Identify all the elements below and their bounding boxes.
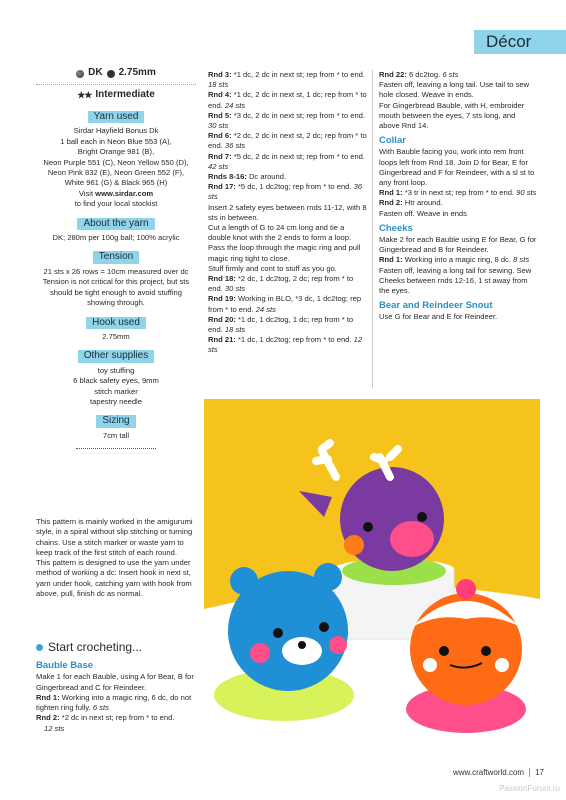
instructions-column-right: [379, 70, 537, 323]
stitch-count: 6 sts: [92, 703, 109, 713]
round-text: 6 dc2tog.: [406, 70, 443, 79]
round-label: Rnd 3:: [208, 70, 232, 79]
round-label: Rnd 22:: [379, 70, 407, 79]
hook-size: 2.75mm: [118, 67, 156, 79]
stitch-count: 42 sts: [208, 161, 229, 171]
yarn-hook-row: [36, 66, 196, 85]
instruction-line: [379, 198, 537, 208]
round-label: Rnd 20:: [208, 314, 236, 324]
stitch-count: 18 sts: [208, 80, 229, 90]
round-text: Fasten off, leaving a long tail for sewing. Sew Cheeks between rnds 12-16, 1 st away from the eyes.: [379, 265, 532, 296]
about-yarn-text: DK; 280m per 100g ball; 100% acrylic: [52, 233, 180, 243]
eye: [319, 622, 329, 632]
tension-text: 21 sts x 26 rows = 10cm measured over dc Tension is not critical for this project, but sts should be tight enough to avoid stuffing showing through.: [42, 266, 190, 308]
supply-item: 6 black safety eyes, 9mm: [73, 376, 159, 386]
round-label: Rnd 1:: [379, 255, 403, 265]
stitch-count: 90 sts: [516, 188, 537, 198]
footer-url[interactable]: www.craftworld.com: [452, 768, 525, 777]
purple-body: [340, 467, 444, 571]
instruction-line: [379, 209, 537, 219]
instruction-line: [379, 235, 537, 255]
amigurumi-baubles-illustration: [204, 399, 540, 745]
round-text: *5 dc, 1 dc2tog; rep from * to end.: [235, 182, 354, 192]
instruction-line: [36, 693, 204, 714]
round-text: *5 dc, 2 dc in next st; rep from * to end.: [231, 151, 366, 161]
yarn-line: 1 ball each in Neon Blue 553 (A),: [60, 136, 172, 146]
round-text: Insert 2 safety eyes between rnds 11-12, with 8 sts in between.: [208, 202, 367, 222]
round-text: Htr around.: [402, 198, 443, 208]
instruction-line: [208, 294, 368, 314]
supply-item: tapestry needle: [90, 396, 142, 406]
stitch-count: 6 sts: [442, 70, 459, 79]
round-label: Rnd 1:: [379, 188, 403, 198]
instruction-line: [379, 188, 537, 198]
cheek: [250, 643, 270, 663]
instruction-line: [379, 147, 537, 188]
instruction-line: [208, 152, 368, 172]
crochet-hook-icon: [107, 70, 115, 78]
page-footer: [453, 768, 544, 777]
instruction-line: [36, 713, 204, 723]
stitch-count: 12 sts: [208, 335, 363, 355]
intro-text: [36, 517, 196, 599]
instruction-line: [379, 101, 537, 132]
bauble-base-section: [36, 661, 204, 734]
eye: [481, 646, 491, 656]
footer-separator: [529, 768, 530, 777]
about-yarn-heading: About the yarn: [77, 218, 154, 230]
round-text: *1 dc, 2 dc in next st; rep from * to end.: [231, 70, 366, 79]
other-supplies-heading: Other supplies: [78, 350, 154, 362]
instruction-line: [208, 131, 368, 151]
stitch-count: 18 sts: [224, 325, 246, 335]
instruction-line: [379, 266, 537, 297]
eye: [273, 628, 283, 638]
round-text: *3 dc, 2 dc in next st; rep from * to end.: [231, 110, 366, 120]
round-label: Rnd 19:: [208, 294, 236, 304]
bullet-dot-icon: [36, 644, 43, 651]
snout: [390, 521, 434, 557]
snout-heading: Bear and Reindeer Snout: [379, 300, 493, 312]
round-text: *3 tr in next st; rep from * to end.: [402, 188, 517, 198]
hook-used-heading: Hook used: [86, 317, 146, 329]
round-label: Rnd 4:: [208, 90, 232, 100]
tension-heading: Tension: [93, 251, 139, 263]
round-label: Rnd 18:: [208, 274, 236, 284]
eye: [417, 512, 427, 522]
round-label: Rnds 8-16:: [208, 172, 247, 182]
round-label: Rnd 21:: [208, 335, 236, 345]
nose: [298, 641, 306, 649]
yarn-used-list: [36, 126, 196, 209]
sizing-text: 7cm tall: [102, 430, 130, 440]
stitch-count: 30 sts: [224, 284, 246, 294]
round-text: *1 dc, 2 dc in next st, 1 dc; rep from * to end.: [208, 90, 367, 110]
stitch-count: 24 sts: [255, 304, 276, 314]
dotted-divider: [76, 448, 156, 449]
instruction-line: [208, 70, 368, 90]
round-label: Rnd 7:: [208, 151, 232, 161]
bear-bauble: [214, 563, 354, 721]
finishing-lines: [379, 70, 537, 131]
instruction-line: [379, 80, 537, 100]
yarn-line: Neon Pink 832 (E), Neon Green 552 (F),: [47, 168, 185, 178]
round-text: Working into a magic ring, 8 dc.: [402, 255, 514, 265]
start-crocheting-heading: [36, 640, 142, 654]
section-tab: Décor: [474, 30, 566, 54]
cherry: [456, 579, 476, 599]
difficulty-level: Intermediate: [95, 89, 155, 101]
round-text: *2 dc in next st; rep from * to end.: [59, 713, 175, 723]
round-text: With Bauble facing you, work into rem front loops left from Rnd 18. Join D for Bear, E for Gingerbread and F for Reindeer, with a sl st to any front loop.: [379, 147, 535, 188]
instructions-column-middle: [208, 70, 368, 356]
bear-ear: [230, 567, 258, 595]
supply-item: stitch marker: [94, 386, 138, 396]
difficulty-stars: ★★: [77, 90, 92, 101]
round-label: Rnd 17:: [208, 182, 236, 192]
round-text: *1 dc, 1 dc2tog; rep from * to end.: [235, 335, 354, 345]
yarn-line: Bright Orange 981 (B),: [77, 147, 155, 157]
snout-text: Use G for Bear and E for Reindeer.: [379, 312, 498, 322]
cheek: [495, 658, 509, 672]
bauble-photo: [204, 399, 540, 745]
round-text: Working in BLO, *3 dc, 1 dc2tog; rep from * to end.: [208, 294, 362, 314]
instruction-line: [208, 264, 368, 274]
round-label: Rnd 2:: [379, 198, 403, 208]
instruction-line: [208, 335, 368, 355]
yarn-weight: DK: [88, 67, 103, 79]
hook-used-text: 2.75mm: [102, 331, 130, 341]
eye: [363, 522, 373, 532]
bear-ear: [314, 563, 342, 591]
instruction-line: [208, 274, 368, 294]
stitch-count: 24 sts: [224, 100, 246, 110]
instruction-line: [208, 223, 368, 264]
difficulty-row: [36, 88, 196, 103]
round-text: Working into a magic ring, 6 dc, do not tighten ring fully.: [36, 692, 192, 713]
bauble-base-heading: Bauble Base: [36, 660, 94, 671]
round-label: Rnd 5:: [208, 110, 232, 120]
instruction-line: [208, 111, 368, 131]
cheek: [329, 636, 347, 654]
visit-prefix: Visit: [78, 188, 96, 198]
stitch-count: 12 sts: [44, 723, 65, 733]
instruction-line: [379, 70, 537, 80]
page-number: 17: [535, 768, 544, 777]
start-heading-text: Start crocheting...: [48, 640, 143, 654]
watermark: PassionForum.ru: [499, 784, 560, 793]
intro-paragraph: This pattern is designed to use the yarn under method of working a dc: Insert hook in next st, yarn under hook, catching yarn with hook from above, pull, finish dc as normal.: [36, 558, 192, 599]
stitch-count: 30 sts: [208, 121, 229, 131]
round-text: Cut a length of G to 24 cm long and tie a double knot with the 2 ends to form a loop. Pass the loop through the magic ring and pull magic ring tight to close.: [208, 223, 361, 263]
supply-item: toy stuffing: [97, 365, 135, 375]
instruction-line: [208, 90, 368, 110]
round-label: Rnd 1:: [36, 692, 60, 702]
round-text: Fasten off. Weave in ends: [379, 208, 467, 218]
round-text: Fasten off, leaving a long tail. Use tail to sew hole closed. Weave in ends.: [379, 80, 530, 100]
collar-lines: [379, 147, 537, 218]
stitch-count: 36 sts: [208, 182, 363, 202]
sirdar-link[interactable]: www.sirdar.com: [95, 188, 154, 198]
cheeks-heading: Cheeks: [379, 222, 413, 234]
instruction-line: [379, 255, 537, 265]
round-label: Rnd 2:: [36, 713, 60, 723]
round-text: Make 2 for each Bauble using E for Bear, G for Gingerbread and B for Reindeer.: [379, 235, 537, 255]
bauble-base-text: Make 1 for each Bauble, using A for Bear, B for Gingerbread and C for Reindeer.: [36, 672, 194, 692]
collar-heading: Collar: [379, 135, 406, 147]
stockist-line: to find your local stockist: [74, 199, 158, 209]
cheek: [423, 658, 437, 672]
stitch-count: 8 sts: [513, 255, 530, 265]
column-divider: [372, 70, 373, 388]
eye: [439, 646, 449, 656]
instruction-line: [208, 182, 368, 202]
round-text: *2 dc, 2 dc in next st, 2 dc; rep from * to end.: [208, 131, 367, 151]
yarn-line: Neon Purple 551 (C), Neon Yellow 550 (D),: [43, 157, 189, 167]
round-text: *2 dc, 1 dc2tog, 2 dc; rep from * to end.: [208, 274, 354, 294]
cheek: [344, 535, 364, 555]
round-text: Stuff firmly and cont to stuff as you go.: [208, 263, 337, 273]
instruction-line: [208, 172, 368, 182]
pattern-info-sidebar: [36, 66, 196, 449]
yarn-line: White 961 (G) & Black 965 (H): [64, 178, 168, 188]
round-text: *1 dc, 1 dc2tog, 1 dc; rep from * to end.: [208, 314, 354, 335]
intro-paragraph: This pattern is mainly worked in the amigurumi style, in a spiral without slip stitching or turning chains. Use a stitch marker or waste yarn to keep track of the first stitch of each round.: [36, 517, 193, 557]
yarn-ball-icon: [76, 70, 84, 78]
round-text: For Gingerbread Bauble, with H, embroider mouth between the eyes, 7 sts long, and above Rnd 14.: [379, 100, 525, 131]
yarn-used-heading: Yarn used: [88, 111, 145, 123]
round-label: Rnd 6:: [208, 131, 232, 141]
instruction-line: [208, 315, 368, 335]
yarn-line: Sirdar Hayfield Bonus Dk: [73, 126, 159, 136]
cheeks-lines: [379, 235, 537, 296]
visit-line: [36, 189, 196, 199]
instruction-line: [208, 203, 368, 223]
stitch-count: 36 sts: [224, 141, 246, 151]
round-text: Dc around.: [246, 172, 287, 182]
sizing-heading: Sizing: [96, 415, 135, 427]
